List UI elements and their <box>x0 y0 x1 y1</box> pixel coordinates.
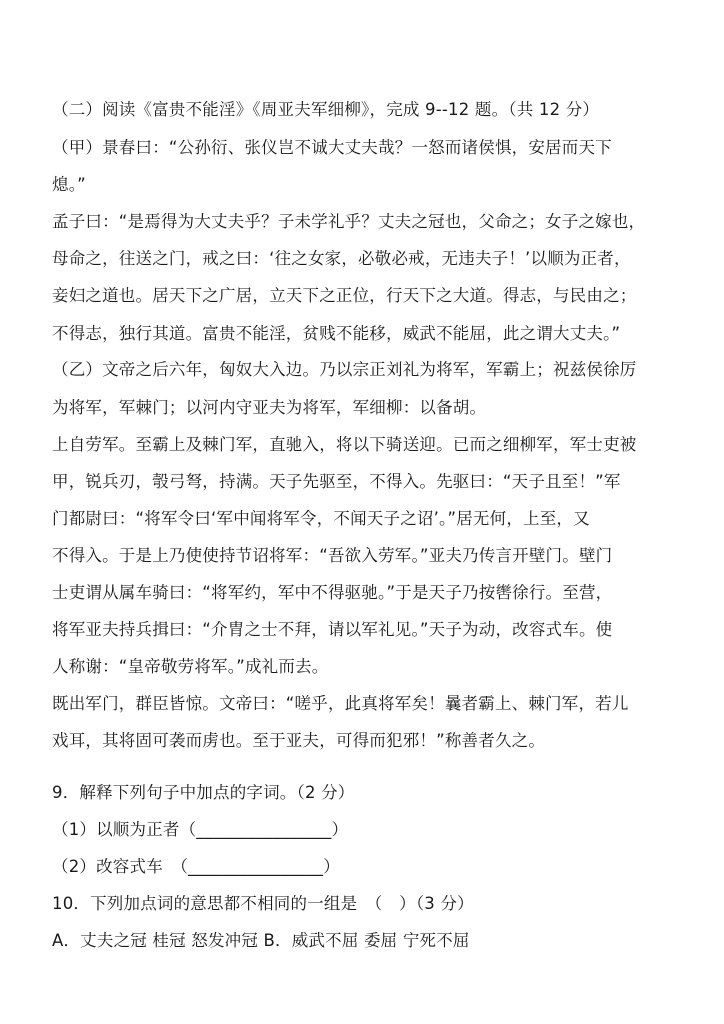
passage-b-line-8: 将军亚夫持兵揖曰：“介胄之士不拜，请以军礼见。”天子为动，改容式车。使 <box>52 620 613 639</box>
question-9-item-1: （1）以顺为正者（________________） <box>52 820 349 839</box>
passage-a-line-6: 不得志，独行其道。富贵不能淫，贫贱不能移，威武不能屈，此之谓大丈夫。” <box>52 324 621 343</box>
passage-b-line-3: 上自劳军。至霸上及棘门军，直驰入，将以下骑送迎。已而之细柳军，军士吏被 <box>52 435 637 454</box>
passage-b-line-11: 戏耳，其将固可袭而虏也。至于亚夫，可得而犯邪！”称善者久之。 <box>52 731 546 750</box>
passage-a-line-5: 妾妇之道也。居天下之广居，立天下之正位，行天下之大道。得志，与民由之； <box>52 286 637 305</box>
passage-a-line-4: 母命之，往送之门，戒之曰：‘往之女家，必敬必戒，无违夫子！’以顺为正者， <box>52 249 631 268</box>
passage-a-line-2: 熄。” <box>52 175 86 194</box>
section-heading: （二）阅读《富贵不能淫》《周亚夫军细柳》，完成 9--12 题。（共 12 分） <box>52 100 600 119</box>
question-10-prompt: 10．下列加点词的意思都不相同的一组是 （ ）（3 分） <box>52 894 474 913</box>
passage-b-line-9: 人称谢：“皇帝敬劳将军。”成礼而去。 <box>52 657 329 676</box>
question-9-item-2: （2）改容式车 （________________） <box>52 857 340 876</box>
passage-b-line-1: （乙）文帝之后六年，匈奴大入边。乃以宗正刘礼为将军，军霸上；祝兹侯徐厉 <box>52 360 637 379</box>
passage-b-line-4: 甲，锐兵刃，彀弓弩，持满。天子先驱至，不得入。先驱曰：“天子且至！”军 <box>52 472 621 491</box>
passage-b-line-10: 既出军门，群臣皆惊。文帝曰：“嗟乎，此真将军矣！曩者霸上、棘门军，若儿 <box>52 694 629 713</box>
passage-b-line-5: 门都尉曰：“将军令曰‘军中闻将军令，不闻天子之诏’。”居无何，上至，又 <box>52 509 590 528</box>
passage-a-line-3: 孟子曰：“是焉得为大丈夫乎？子未学礼乎？丈夫之冠也，父命之；女子之嫁也， <box>52 212 646 231</box>
passage-b-line-6: 不得入。于是上乃使使持节诏将军：“吾欲入劳军。”亚夫乃传言开壁门。壁门 <box>52 546 613 565</box>
question-9-prompt: 9．解释下列句子中加点的字词。（2 分） <box>52 783 355 802</box>
question-10-options: A．丈夫之冠 桂冠 怒发冲冠 B．威武不屈 委屈 宁死不屈 <box>52 931 470 950</box>
passage-b-line-7: 士吏谓从属车骑曰：“将军约，军中不得驱驰。”于是天子乃按辔徐行。至营， <box>52 583 613 602</box>
passage-a-line-1: （甲）景春曰：“公孙衍、张仪岂不诚大丈夫哉？一怒而诸侯惧，安居而天下 <box>52 138 612 157</box>
passage-b-line-2: 为将军，军棘门；以河内守亚夫为将军，军细柳：以备胡。 <box>52 398 487 417</box>
